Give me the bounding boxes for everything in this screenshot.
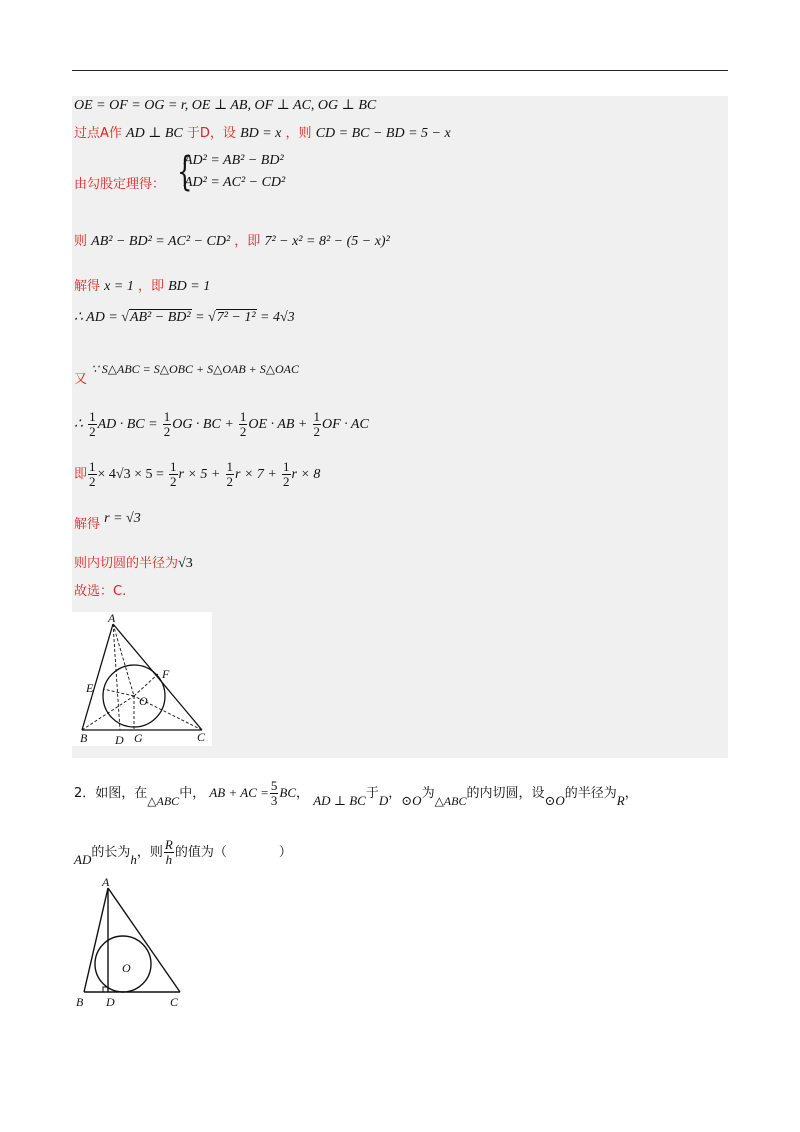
numerator: 1 [89,409,96,424]
text: 于 [365,786,379,801]
label-c: C [170,995,179,1009]
math: BD = 1 [168,279,211,294]
numerator: 1 [239,409,247,424]
label-f: F [162,667,170,681]
denominator: 2 [89,474,96,489]
text: 的内切圆，设 [466,786,545,801]
text: 于D，设 [186,126,236,141]
figure-2-svg [70,876,190,1011]
label-b: B [80,731,88,745]
edge-ac [113,624,202,730]
label-d: D [106,995,115,1009]
question-2-line-2 [74,838,292,867]
denominator: 2 [283,474,290,489]
solution-line-8 [74,410,369,439]
math: BC [279,785,297,800]
math: AB² − BD² = AC² − CD² [91,234,231,249]
numerator: 1 [170,459,177,474]
segment-ao [113,624,134,696]
math: = 4√3 [256,310,295,325]
denominator: 2 [163,424,171,439]
fraction-r-over-h [164,838,174,867]
solution-line-1 [74,97,376,115]
text: 则 [74,234,88,249]
denominator: 2 [239,424,247,439]
denominator: 3 [270,793,278,808]
math: 7² − x² = 8² − (5 − x)² [264,234,390,249]
text: ，即 [234,234,261,249]
math: BD = x [240,126,282,141]
text: ， [624,786,638,801]
altitude-ad [113,624,120,730]
numerator: 1 [313,409,321,424]
solution-line-6 [74,309,295,327]
text: 为 [421,786,435,801]
radius-equalities: OE = OF = OG = r, OE ⊥ AB, OF ⊥ AC, OG ⊥ BC [74,98,377,113]
solution-line-9 [74,460,320,489]
text: 的值为（ ） [174,845,292,860]
math: x = 1 [104,279,134,294]
math: ∴ AD = √ [74,310,129,325]
text: 即 [74,467,88,482]
fraction [88,460,97,489]
numerator: 1 [163,409,171,424]
math: 7² − 1² [216,310,256,325]
solution-line-10 [74,510,141,532]
denominator: 2 [170,474,177,489]
label-e: E [86,681,94,695]
text: 中， [179,786,206,801]
label-o: O [122,961,131,975]
denominator: h [165,852,173,867]
math: h [130,852,137,867]
fraction [270,779,279,808]
fraction [282,460,291,489]
header-rule [72,70,728,71]
math: △ABC [434,794,467,808]
denominator: 2 [226,474,234,489]
math: OE · AB + [248,417,308,432]
math: ∴ [74,417,83,432]
math: AD · BC = [97,417,158,432]
label-d: D [115,733,124,746]
label-a: A [102,876,110,889]
label-c: C [197,730,206,744]
text: ，则 [285,126,312,141]
math: OG · BC + [172,417,234,432]
text: 的长为 [91,845,131,860]
text: 由勾股定理得： [74,177,166,192]
math: △ABC [147,794,180,808]
text: ， [388,786,402,801]
math: ⊙O [401,793,422,808]
math: AB² − BD² [129,310,191,325]
text: ，即 [137,279,164,294]
answer: 故选：C. [74,584,127,599]
edge-ab [84,888,108,992]
math: AD [74,852,92,867]
figure-incircle-1 [72,612,212,746]
math: r × 5 + [178,467,221,482]
math: = √ [191,310,216,325]
label-o: O [139,694,148,708]
math: AD ⊥ BC [126,126,183,141]
equation-1: AD² = AB² − BD² [184,153,284,168]
math: R [616,793,625,808]
math: r × 7 + [235,467,277,482]
solution-line-7 [74,360,299,387]
denominator: 2 [89,424,96,439]
question-2-line-1 [74,779,638,808]
text: 则内切圆的半径为 [74,556,179,571]
label-b: B [76,995,84,1009]
text: ，则 [136,845,163,860]
figure-incircle-2 [70,876,190,1011]
label-a: A [108,612,116,625]
numerator: 1 [226,459,234,474]
figure-1-svg [72,612,212,746]
text: 过点A作 [74,126,122,141]
equation-2: AD² = AC² − CD² [184,175,286,190]
fraction [163,410,172,439]
fraction [169,460,178,489]
math: OF · AC [322,417,369,432]
numerator: R [164,837,173,852]
text: 的半径为 [564,786,617,801]
math: ∵ S△ABC = S△OBC + S△OAB + S△OAC [91,362,299,376]
text: 解得 [74,279,101,294]
math: √3 [178,556,193,571]
label-g: G [134,731,143,745]
fraction [226,460,235,489]
text: 又 [74,372,88,387]
math: ⊙O [544,793,565,808]
denominator: 2 [313,424,321,439]
edge-ac [108,888,180,992]
math: D [378,793,389,808]
solution-line-5 [74,278,210,296]
solution-line-11 [74,555,193,573]
fraction [88,410,97,439]
math: AD ⊥ BC [313,793,366,808]
math: AB + AC = [209,785,269,800]
brace: { [177,149,193,195]
solution-line-12 [74,583,126,601]
fraction [313,410,322,439]
text: ， [296,786,310,801]
math: r × 8 [291,467,321,482]
math: CD = BC − BD = 5 − x [315,126,451,141]
numerator: 5 [270,778,278,793]
text: 2．如图，在 [74,786,148,801]
numerator: 1 [283,459,290,474]
segment-oe [103,689,134,696]
numerator: 1 [89,459,96,474]
solution-line-2 [74,125,451,143]
solution-line-3 [74,176,165,194]
fraction [239,410,248,439]
solution-line-4 [74,233,390,251]
math: × 4√3 × 5 = [97,467,164,482]
text: 解得 [74,517,101,532]
math: r = √3 [104,511,141,526]
segment-of [134,674,158,696]
